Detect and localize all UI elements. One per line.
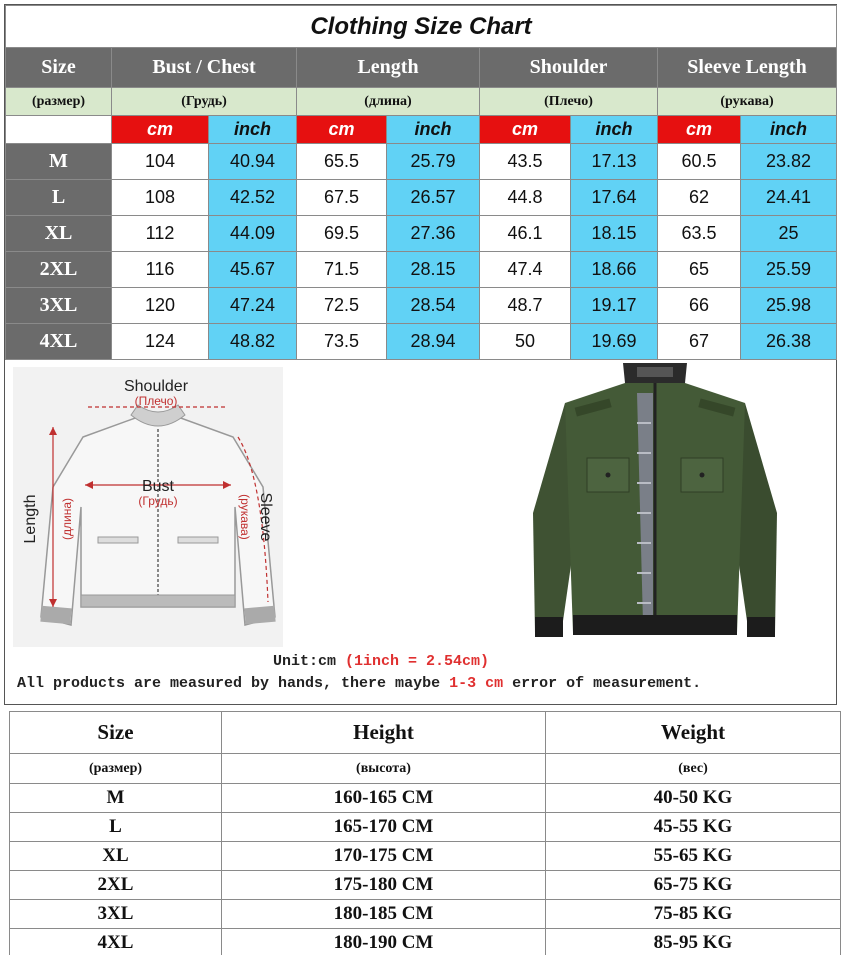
bust-header: Bust / Chest [112, 48, 297, 88]
cell-bust-in: 48.82 [209, 324, 297, 360]
hw-cell-weight: 85-95 KG [546, 929, 841, 955]
cell-shoulder-cm: 46.1 [480, 216, 571, 252]
sleeve-inch-unit: inch [741, 116, 837, 144]
hw-cell-height: 165-170 CM [222, 813, 546, 842]
cell-bust-in: 44.09 [209, 216, 297, 252]
measure-note-suffix: error of measurement. [503, 675, 702, 692]
size-rows [6, 144, 837, 360]
table-row [6, 288, 837, 324]
hw-weight-header: Weight [546, 712, 841, 754]
bust-cm-unit: cm [112, 116, 209, 144]
length-header: Length [297, 48, 480, 88]
cell-sleeve-in: 23.82 [741, 144, 837, 180]
cell-bust-cm: 120 [112, 288, 209, 324]
hw-cell-height: 175-180 CM [222, 871, 546, 900]
hw-cell-size: M [10, 784, 222, 813]
cell-length-cm: 71.5 [297, 252, 387, 288]
diagram-sleeve-ru-label: (рукава) [238, 494, 252, 540]
cell-bust-in: 45.67 [209, 252, 297, 288]
cell-bust-cm: 112 [112, 216, 209, 252]
header-row [6, 48, 837, 88]
cell-length-cm: 65.5 [297, 144, 387, 180]
hw-cell-weight: 45-55 KG [546, 813, 841, 842]
cell-length-in: 27.36 [387, 216, 480, 252]
sleeve-header: Sleeve Length [658, 48, 837, 88]
size-header-ru: (размер) [6, 88, 112, 116]
cell-length-cm: 69.5 [297, 216, 387, 252]
hw-cell-height: 180-185 CM [222, 900, 546, 929]
cell-sleeve-in: 25 [741, 216, 837, 252]
table-row [10, 784, 841, 813]
hw-size-header-ru: (размер) [10, 754, 222, 784]
hw-weight-header-ru: (вес) [546, 754, 841, 784]
hw-cell-size: 4XL [10, 929, 222, 955]
cell-sleeve-cm: 63.5 [658, 216, 741, 252]
measurement-error-note [17, 675, 701, 692]
hw-cell-height: 160-165 CM [222, 784, 546, 813]
cell-shoulder-cm: 43.5 [480, 144, 571, 180]
hw-russian-header-row [10, 754, 841, 784]
hw-cell-height: 170-175 CM [222, 842, 546, 871]
size-header: Size [6, 48, 112, 88]
measurement-illustration [5, 357, 836, 704]
cell-length-cm: 73.5 [297, 324, 387, 360]
table-row [10, 900, 841, 929]
diagram-length-label: Length [22, 494, 39, 544]
cell-shoulder-in: 18.66 [571, 252, 658, 288]
unit-note-conversion: (1inch = 2.54cm) [345, 653, 490, 670]
russian-header-row [6, 88, 837, 116]
measure-note-range: 1-3 cm [449, 675, 504, 692]
cell-length-in: 28.94 [387, 324, 480, 360]
shoulder-header: Shoulder [480, 48, 658, 88]
cell-sleeve-cm: 67 [658, 324, 741, 360]
cell-shoulder-in: 17.64 [571, 180, 658, 216]
cell-shoulder-in: 18.15 [571, 216, 658, 252]
cell-shoulder-cm: 47.4 [480, 252, 571, 288]
cell-length-in: 26.57 [387, 180, 480, 216]
hw-cell-height: 180-190 CM [222, 929, 546, 955]
bust-header-ru: (Грудь) [112, 88, 297, 116]
table-row [10, 929, 841, 955]
cell-bust-in: 47.24 [209, 288, 297, 324]
cell-shoulder-in: 19.17 [571, 288, 658, 324]
hw-cell-size: 2XL [10, 871, 222, 900]
table-row [6, 180, 837, 216]
diagram-shoulder-ru-label: (Плечо) [134, 394, 178, 408]
diagram-bust-label: Bust [141, 478, 175, 495]
table-row [10, 871, 841, 900]
sleeve-header-ru: (рукава) [658, 88, 837, 116]
cell-sleeve-cm: 66 [658, 288, 741, 324]
cell-sleeve-cm: 62 [658, 180, 741, 216]
cell-bust-cm: 104 [112, 144, 209, 180]
diagram-sleeve-label: Sleeve [257, 492, 274, 542]
cell-length-cm: 72.5 [297, 288, 387, 324]
unit-row-blank [6, 116, 112, 144]
cell-shoulder-cm: 50 [480, 324, 571, 360]
cell-sleeve-in: 25.59 [741, 252, 837, 288]
cell-sleeve-in: 26.38 [741, 324, 837, 360]
cell-length-cm: 67.5 [297, 180, 387, 216]
size-label: 4XL [6, 324, 112, 360]
hw-size-header: Size [10, 712, 222, 754]
size-label: M [6, 144, 112, 180]
size-chart-table [5, 5, 837, 360]
size-label: 3XL [6, 288, 112, 324]
diagram-bust-ru-label: (Грудь) [138, 494, 178, 508]
hw-cell-weight: 65-75 KG [546, 871, 841, 900]
table-row [10, 842, 841, 871]
diagram-shoulder-label: Shoulder [123, 378, 189, 395]
length-inch-unit: inch [387, 116, 480, 144]
cell-bust-cm: 116 [112, 252, 209, 288]
hw-rows [10, 784, 841, 955]
table-row [6, 324, 837, 360]
size-label: L [6, 180, 112, 216]
bust-inch-unit: inch [209, 116, 297, 144]
hw-height-header-ru: (высота) [222, 754, 546, 784]
hw-cell-size: L [10, 813, 222, 842]
hw-cell-size: 3XL [10, 900, 222, 929]
size-label: 2XL [6, 252, 112, 288]
cell-bust-in: 42.52 [209, 180, 297, 216]
hw-cell-weight: 75-85 KG [546, 900, 841, 929]
size-label: XL [6, 216, 112, 252]
cell-bust-in: 40.94 [209, 144, 297, 180]
unit-row [6, 116, 837, 144]
hw-height-header: Height [222, 712, 546, 754]
jacket-measurement-diagram [13, 367, 283, 647]
height-weight-table [9, 711, 841, 955]
cell-bust-cm: 124 [112, 324, 209, 360]
cell-sleeve-in: 25.98 [741, 288, 837, 324]
cell-length-in: 25.79 [387, 144, 480, 180]
shoulder-header-ru: (Плечо) [480, 88, 658, 116]
cell-bust-cm: 108 [112, 180, 209, 216]
table-row [10, 813, 841, 842]
table-row [6, 216, 837, 252]
diagram-length-ru-label: (длина) [60, 498, 74, 540]
unit-note [273, 653, 489, 670]
cell-shoulder-in: 17.13 [571, 144, 658, 180]
cell-sleeve-cm: 65 [658, 252, 741, 288]
size-chart-sheet [4, 4, 837, 705]
cell-length-in: 28.54 [387, 288, 480, 324]
cell-length-in: 28.15 [387, 252, 480, 288]
shoulder-cm-unit: cm [480, 116, 571, 144]
chart-title: Clothing Size Chart [6, 6, 837, 48]
shoulder-inch-unit: inch [571, 116, 658, 144]
hw-cell-weight: 55-65 KG [546, 842, 841, 871]
length-cm-unit: cm [297, 116, 387, 144]
cell-shoulder-in: 19.69 [571, 324, 658, 360]
cell-sleeve-cm: 60.5 [658, 144, 741, 180]
table-row [6, 252, 837, 288]
hw-header-row [10, 712, 841, 754]
cell-shoulder-cm: 48.7 [480, 288, 571, 324]
unit-note-prefix: Unit:cm [273, 653, 346, 670]
measure-note-prefix: All products are measured by hands, there maybe [17, 675, 450, 692]
cell-shoulder-cm: 44.8 [480, 180, 571, 216]
hw-cell-size: XL [10, 842, 222, 871]
table-row [6, 144, 837, 180]
cell-sleeve-in: 24.41 [741, 180, 837, 216]
sleeve-cm-unit: cm [658, 116, 741, 144]
hw-cell-weight: 40-50 KG [546, 784, 841, 813]
length-header-ru: (длина) [297, 88, 480, 116]
jacket-photo [525, 363, 785, 653]
